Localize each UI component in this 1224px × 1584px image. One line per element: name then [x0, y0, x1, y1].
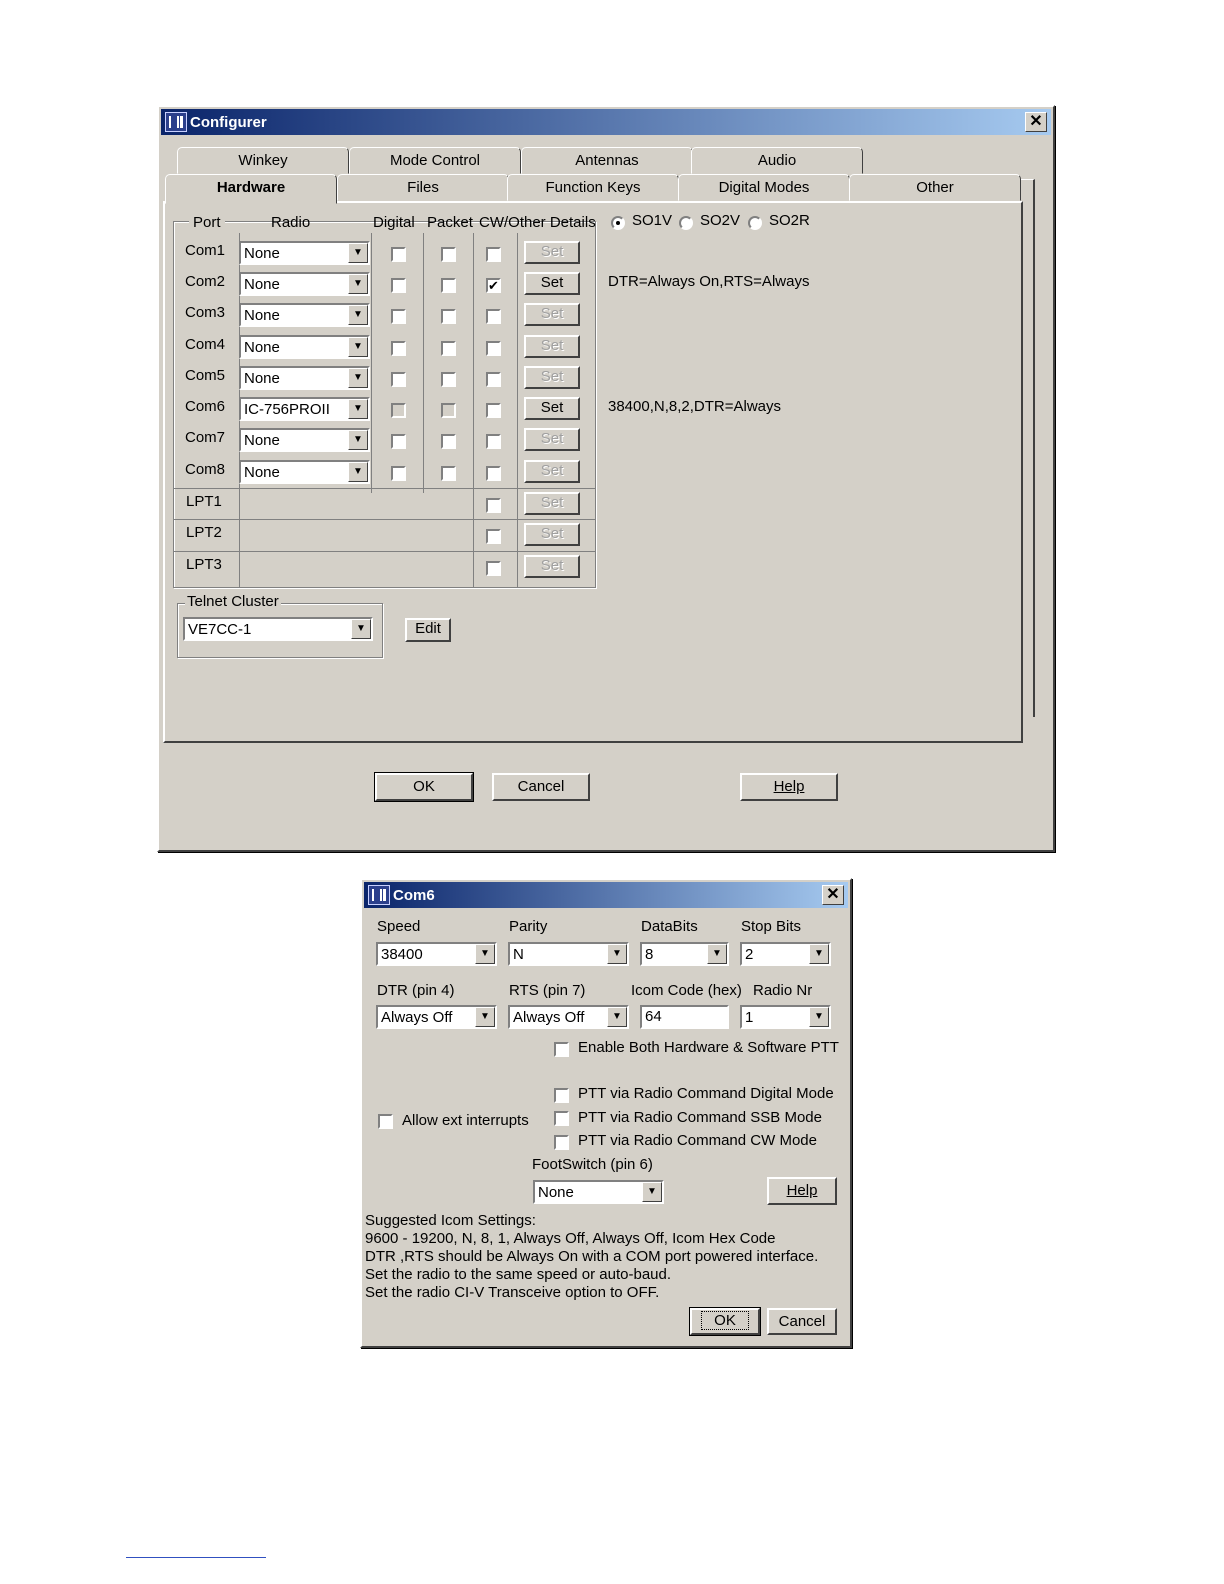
port-label: Com8 [185, 461, 226, 478]
ptt-ssb-label: PTT via Radio Command SSB Mode [578, 1109, 822, 1126]
digital-checkbox[interactable] [391, 341, 406, 356]
port-row [165, 331, 1025, 362]
chevron-down-icon[interactable]: ▼ [642, 1182, 662, 1202]
port-label: Com6 [185, 398, 226, 415]
allow-ext-interrupts-label: Allow ext interrupts [402, 1112, 529, 1129]
telnet-label: Telnet Cluster [187, 593, 279, 610]
cw-checkbox[interactable] [486, 466, 501, 481]
edit-button[interactable]: Edit [405, 618, 451, 642]
cancel-button[interactable]: Cancel [767, 1308, 837, 1335]
so2v-label[interactable]: SO2V [700, 212, 741, 229]
packet-checkbox[interactable] [441, 466, 456, 481]
chevron-down-icon[interactable]: ▼ [348, 399, 368, 419]
row-divider [174, 551, 595, 552]
radio-select[interactable] [239, 303, 370, 327]
set-button[interactable]: Set [524, 523, 580, 546]
ok-label: OK [701, 1311, 749, 1330]
port-label: LPT3 [186, 556, 222, 573]
suggestion-text: DTR ,RTS should be Always On with a COM port powered interface. [365, 1248, 819, 1265]
suggestion-text: Set the radio to the same speed or auto-baud. [365, 1266, 672, 1283]
dtr-label: DTR (pin 4) [377, 982, 455, 999]
hardware-panel [163, 201, 1023, 743]
digital-checkbox[interactable] [391, 403, 406, 418]
row-divider [174, 519, 595, 520]
ok-button[interactable]: OK [375, 773, 473, 801]
cw-checkbox[interactable] [486, 403, 501, 418]
radio-value: None [244, 339, 280, 356]
port-row [165, 299, 1025, 330]
tab-mode-control[interactable]: Mode Control [349, 147, 521, 174]
cw-checkbox[interactable] [486, 529, 501, 544]
enable-both-ptt-checkbox[interactable] [554, 1042, 569, 1057]
set-button[interactable]: Set [524, 366, 580, 389]
chevron-down-icon[interactable]: ▼ [809, 944, 829, 964]
chevron-down-icon[interactable]: ▼ [348, 337, 368, 357]
ptt-cw-checkbox[interactable] [554, 1135, 569, 1150]
digital-checkbox[interactable] [391, 309, 406, 324]
port-row [165, 551, 1025, 582]
chevron-down-icon[interactable]: ▼ [348, 243, 368, 263]
digital-checkbox[interactable] [391, 466, 406, 481]
radio-value: None [244, 370, 280, 387]
app-logo-icon [368, 885, 390, 905]
databits-label: DataBits [641, 918, 698, 935]
set-button[interactable]: Set [524, 241, 580, 264]
footswitch-value: None [538, 1184, 574, 1201]
cancel-button[interactable]: Cancel [492, 773, 590, 801]
suggestion-text: Suggested Icom Settings: [365, 1212, 536, 1229]
radio-value: None [244, 245, 280, 262]
radio-value: None [244, 307, 280, 324]
chevron-down-icon[interactable]: ▼ [809, 1007, 829, 1027]
set-button[interactable]: Set [524, 428, 580, 451]
so1v-radio[interactable] [611, 216, 625, 230]
rts-label: RTS (pin 7) [509, 982, 586, 999]
chevron-down-icon[interactable]: ▼ [607, 1007, 627, 1027]
port-row [165, 268, 1025, 299]
set-button[interactable]: Set [524, 397, 580, 420]
set-button[interactable]: Set [524, 335, 580, 358]
packet-checkbox[interactable] [441, 278, 456, 293]
header-port: Port [189, 214, 225, 231]
port-label: Com5 [185, 367, 226, 384]
allow-ext-interrupts-checkbox[interactable] [378, 1114, 393, 1129]
packet-checkbox[interactable] [441, 403, 456, 418]
databits-value: 8 [645, 946, 654, 963]
port-row [165, 488, 1025, 519]
chevron-down-icon[interactable]: ▼ [348, 462, 368, 482]
telnet-select[interactable] [183, 617, 373, 641]
radio-select[interactable] [239, 335, 370, 359]
digital-checkbox[interactable] [391, 278, 406, 293]
cw-checkbox[interactable] [486, 561, 501, 576]
port-row [165, 456, 1025, 487]
radio-value: IC-756PROII [244, 401, 330, 418]
so2v-radio[interactable] [679, 216, 693, 230]
help-button[interactable]: Help [767, 1177, 837, 1205]
radio-select[interactable] [239, 241, 370, 265]
rts-select[interactable] [508, 1005, 629, 1029]
dialog-title: Com6 [393, 886, 435, 904]
window-title: Configurer [190, 113, 267, 131]
radio-select[interactable] [239, 272, 370, 296]
speed-value: 38400 [381, 946, 423, 963]
radio-select[interactable] [239, 366, 370, 390]
ok-button[interactable] [690, 1308, 760, 1335]
radio-nr-value: 1 [745, 1009, 754, 1026]
chevron-down-icon[interactable]: ▼ [348, 274, 368, 294]
cw-checkbox[interactable] [486, 309, 501, 324]
configurer-window [157, 105, 1055, 852]
ptt-digital-checkbox[interactable] [554, 1088, 569, 1103]
cw-checkbox[interactable] [486, 247, 501, 262]
chevron-down-icon[interactable]: ▼ [475, 1007, 495, 1027]
icom-code-input[interactable]: 64 [640, 1005, 729, 1029]
so2r-label[interactable]: SO2R [769, 212, 810, 229]
port-row [165, 362, 1025, 393]
set-button[interactable]: Set [524, 303, 580, 326]
set-button[interactable]: Set [524, 555, 580, 578]
digital-checkbox[interactable] [391, 372, 406, 387]
port-label: Com2 [185, 273, 226, 290]
digital-checkbox[interactable] [391, 247, 406, 262]
cw-checkbox[interactable] [486, 434, 501, 449]
suggestion-text: 9600 - 19200, N, 8, 1, Always Off, Always Off, Icom Hex Code [365, 1230, 776, 1247]
radio-value: None [244, 432, 280, 449]
port-label: Com1 [185, 242, 226, 259]
port-label: Com3 [185, 304, 226, 321]
set-button[interactable]: Set [524, 272, 580, 295]
icom-code-label: Icom Code (hex) [631, 982, 742, 999]
speed-select[interactable] [376, 942, 497, 966]
packet-checkbox[interactable] [441, 247, 456, 262]
tab-digital-modes[interactable]: Digital Modes [678, 174, 850, 201]
row-divider [174, 488, 595, 489]
ptt-digital-label: PTT via Radio Command Digital Mode [578, 1085, 834, 1102]
databits-select[interactable] [640, 942, 729, 966]
speed-label: Speed [377, 918, 421, 935]
dtr-select[interactable] [376, 1005, 497, 1029]
footswitch-label: FootSwitch (pin 6) [532, 1156, 653, 1173]
footswitch-select[interactable] [533, 1180, 664, 1204]
port-label: Com7 [185, 429, 226, 446]
app-logo-icon [165, 112, 187, 132]
parity-select[interactable] [508, 942, 629, 966]
tab-function-keys[interactable]: Function Keys [507, 174, 679, 201]
suggestion-text: Set the radio CI-V Transceive option to OFF. [365, 1284, 660, 1301]
radio-value: None [244, 276, 280, 293]
packet-checkbox[interactable] [441, 309, 456, 324]
dtr-value: Always Off [381, 1009, 453, 1026]
cw-checkbox[interactable] [486, 278, 501, 293]
cw-checkbox[interactable] [486, 372, 501, 387]
chevron-down-icon[interactable]: ▼ [348, 305, 368, 325]
chevron-down-icon[interactable]: ▼ [348, 368, 368, 388]
cw-checkbox[interactable] [486, 498, 501, 513]
so1v-label[interactable]: SO1V [632, 212, 673, 229]
port-details: DTR=Always On,RTS=Always [608, 273, 810, 290]
chevron-down-icon[interactable]: ▼ [351, 619, 371, 639]
port-details: 38400,N,8,2,DTR=Always [608, 398, 781, 415]
set-button[interactable]: Set [524, 460, 580, 483]
footnote-rule [126, 1557, 266, 1558]
stopbits-value: 2 [745, 946, 754, 963]
header-cw-details: CW/Other Details [479, 214, 596, 231]
enable-both-ptt-label: Enable Both Hardware & Software PTT [578, 1039, 839, 1056]
radio-select[interactable] [239, 397, 370, 421]
com6-titlebar[interactable] [364, 882, 848, 908]
ptt-ssb-checkbox[interactable] [554, 1111, 569, 1126]
packet-checkbox[interactable] [441, 434, 456, 449]
port-label: LPT1 [186, 493, 222, 510]
header-digital: Digital [373, 214, 415, 231]
tab-audio[interactable]: Audio [691, 147, 863, 174]
set-button[interactable]: Set [524, 492, 580, 515]
tab-hardware[interactable]: Hardware [165, 174, 337, 204]
tab-other[interactable]: Other [849, 174, 1021, 201]
header-packet: Packet [427, 214, 473, 231]
radio-select[interactable] [239, 428, 370, 452]
packet-checkbox[interactable] [441, 372, 456, 387]
configurer-titlebar[interactable] [161, 109, 1051, 135]
close-icon[interactable]: ✕ [822, 885, 844, 905]
port-label: Com4 [185, 336, 226, 353]
parity-value: N [513, 946, 524, 963]
stopbits-select[interactable] [740, 942, 831, 966]
telnet-value: VE7CC-1 [188, 621, 252, 638]
chevron-down-icon[interactable]: ▼ [348, 430, 368, 450]
header-radio: Radio [271, 214, 311, 231]
com6-dialog [360, 878, 852, 1348]
parity-label: Parity [509, 918, 548, 935]
cw-checkbox[interactable] [486, 341, 501, 356]
tab-winkey[interactable]: Winkey [177, 147, 349, 174]
tab-files[interactable]: Files [337, 174, 509, 201]
radio-nr-select[interactable] [740, 1005, 831, 1029]
so2r-radio[interactable] [748, 216, 762, 230]
port-row [165, 519, 1025, 550]
tab-antennas[interactable]: Antennas [521, 147, 693, 174]
chevron-down-icon[interactable]: ▼ [607, 944, 627, 964]
close-icon[interactable]: ✕ [1025, 112, 1047, 132]
radio-nr-label: Radio Nr [753, 982, 813, 999]
stopbits-label: Stop Bits [741, 918, 802, 935]
radio-select[interactable] [239, 460, 370, 484]
port-label: LPT2 [186, 524, 222, 541]
help-button[interactable]: Help [740, 773, 838, 801]
packet-checkbox[interactable] [441, 341, 456, 356]
port-row [165, 393, 1025, 424]
rts-value: Always Off [513, 1009, 585, 1026]
checkmark-icon: ✔ [488, 278, 499, 293]
chevron-down-icon[interactable]: ▼ [707, 944, 727, 964]
port-row [165, 237, 1025, 268]
ptt-cw-label: PTT via Radio Command CW Mode [578, 1132, 817, 1149]
chevron-down-icon[interactable]: ▼ [475, 944, 495, 964]
radio-value: None [244, 464, 280, 481]
digital-checkbox[interactable] [391, 434, 406, 449]
port-row [165, 424, 1025, 455]
